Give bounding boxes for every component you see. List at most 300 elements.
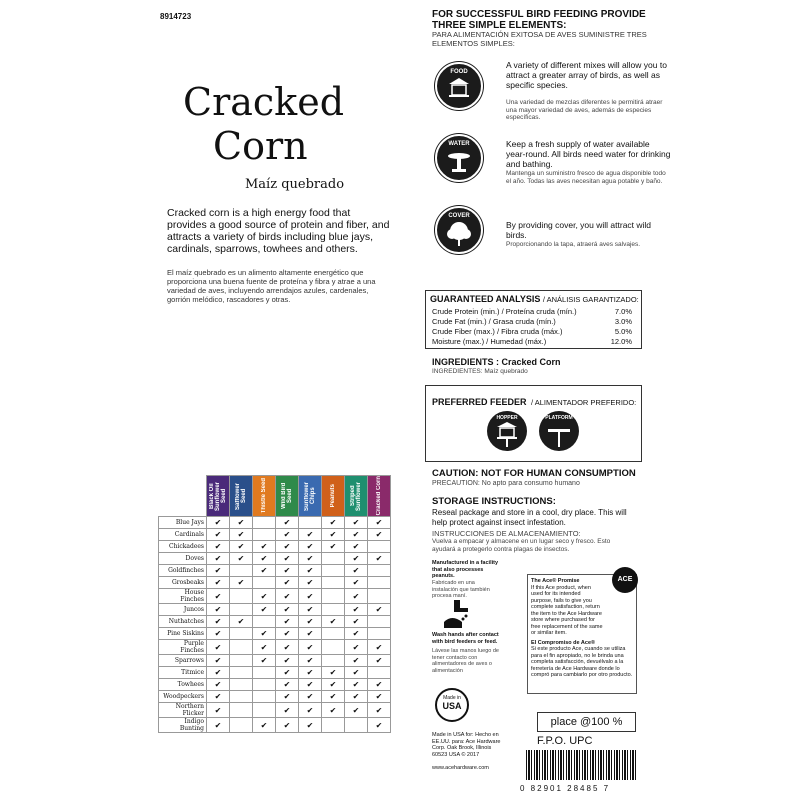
feeder-title [432, 392, 636, 410]
chart-row [159, 655, 391, 667]
chart-check-cell [230, 679, 253, 691]
check-mark-icon: ✔ [283, 692, 291, 701]
check-mark-icon: ✔ [329, 617, 337, 626]
chart-check-cell [253, 640, 276, 655]
check-mark-icon: ✔ [214, 720, 222, 730]
check-mark-icon: ✔ [237, 578, 245, 587]
check-mark-icon: ✔ [375, 530, 383, 539]
chart-check-cell [253, 541, 276, 553]
chart-check-cell [299, 718, 322, 733]
check-mark-icon: ✔ [375, 720, 383, 730]
check-mark-icon: ✔ [260, 642, 268, 652]
chart-check-cell [322, 679, 345, 691]
chart-bird-name: Indigo Bunting [159, 718, 207, 733]
chart-check-cell [253, 577, 276, 589]
check-mark-icon: ✔ [306, 566, 314, 575]
feeder-glyph [437, 64, 481, 108]
chart-check-cell [207, 703, 230, 718]
check-mark-icon: ✔ [283, 668, 291, 677]
chart-check-cell [368, 589, 391, 604]
analysis-title [430, 294, 639, 304]
chart-check-cell [299, 517, 322, 529]
check-mark-icon: ✔ [352, 705, 360, 715]
chart-check-cell [368, 565, 391, 577]
chart-check-cell [230, 604, 253, 616]
chart-check-cell [345, 667, 368, 679]
chart-check-cell [299, 667, 322, 679]
check-mark-icon: ✔ [237, 617, 245, 626]
check-mark-icon: ✔ [237, 554, 245, 563]
chart-check-cell [345, 640, 368, 655]
chart-row [159, 679, 391, 691]
check-mark-icon: ✔ [214, 554, 222, 563]
chart-check-cell [230, 565, 253, 577]
chart-check-cell [207, 565, 230, 577]
analysis-row [432, 337, 632, 346]
chart-check-cell [322, 553, 345, 565]
chart-bird-name: Blue Jays [159, 517, 207, 529]
chart-check-cell [207, 577, 230, 589]
check-mark-icon: ✔ [329, 530, 337, 539]
chart-check-cell [253, 604, 276, 616]
chart-row [159, 553, 391, 565]
chart-header-row [159, 476, 391, 517]
cover-icon-label: COVER [448, 213, 470, 219]
check-mark-icon: ✔ [214, 705, 222, 715]
chart-check-cell [276, 679, 299, 691]
chart-check-cell [368, 616, 391, 628]
chart-food-label: Sunflower Chips [304, 481, 316, 511]
check-mark-icon: ✔ [375, 692, 383, 701]
check-mark-icon: ✔ [306, 656, 314, 665]
chart-check-cell [368, 577, 391, 589]
chart-check-cell [345, 589, 368, 604]
chart-check-cell [299, 655, 322, 667]
chart-food-label: Safflower Seed [235, 482, 247, 510]
tree-glyph [437, 208, 481, 252]
chart-check-cell [322, 541, 345, 553]
chart-check-cell [322, 616, 345, 628]
check-mark-icon: ✔ [214, 629, 222, 638]
check-mark-icon: ✔ [375, 554, 383, 563]
check-mark-icon: ✔ [214, 656, 222, 665]
chart-check-cell [299, 541, 322, 553]
chart-check-cell [253, 718, 276, 733]
feeding-chart [158, 475, 391, 733]
chart-check-cell [230, 667, 253, 679]
check-mark-icon: ✔ [306, 680, 314, 689]
check-mark-icon: ✔ [237, 542, 245, 551]
check-mark-icon: ✔ [352, 542, 360, 551]
chart-check-cell [345, 541, 368, 553]
promise-text: If this Ace product, when used for its intended purpose, fails to give you complete satisfaction, return the item to the Ace Hardware store where purchased for free replacement of the same or similar item. [531, 584, 603, 636]
check-mark-icon: ✔ [283, 566, 291, 575]
chart-bird-name: Northern Flicker [159, 703, 207, 718]
cover-text: By providing cover, you will attract wild birds. [506, 220, 652, 240]
check-mark-icon: ✔ [283, 617, 291, 626]
check-mark-icon: ✔ [214, 680, 222, 689]
check-mark-icon: ✔ [375, 705, 383, 715]
analysis-title-en: GUARANTEED ANALYSIS [430, 294, 541, 304]
check-mark-icon: ✔ [283, 656, 291, 665]
product-subtitle: Maíz quebrado [245, 177, 345, 192]
check-mark-icon: ✔ [260, 629, 268, 638]
chart-check-cell [230, 541, 253, 553]
product-title-line2: Corn [213, 124, 308, 168]
chart-food-label: Black Oil Sunflower Seed [209, 481, 227, 511]
storage-text: Reseal package and store in a cool, dry place. This will help protect against insect infestation. [432, 508, 627, 527]
check-mark-icon: ✔ [306, 705, 314, 715]
check-mark-icon: ✔ [306, 578, 314, 587]
chart-check-cell [230, 691, 253, 703]
chart-bird-name: Woodpeckers [159, 691, 207, 703]
chart-check-cell [253, 691, 276, 703]
check-mark-icon: ✔ [306, 692, 314, 701]
check-mark-icon: ✔ [283, 642, 291, 652]
check-mark-icon: ✔ [352, 692, 360, 701]
check-mark-icon: ✔ [283, 591, 291, 601]
chart-bird-name: Titmice [159, 667, 207, 679]
check-mark-icon: ✔ [375, 518, 383, 527]
chart-check-cell [345, 577, 368, 589]
chart-check-cell [299, 703, 322, 718]
chart-row [159, 667, 391, 679]
feeder-title-en: PREFERRED FEEDER [432, 397, 527, 407]
chart-check-cell [299, 628, 322, 640]
check-mark-icon: ✔ [352, 554, 360, 563]
chart-check-cell [368, 553, 391, 565]
chart-bird-name: House Finches [159, 589, 207, 604]
check-mark-icon: ✔ [214, 530, 222, 539]
check-mark-icon: ✔ [214, 578, 222, 587]
chart-food-label: Peanuts [330, 484, 336, 508]
chart-check-cell [345, 679, 368, 691]
check-mark-icon: ✔ [329, 668, 337, 677]
chart-row [159, 718, 391, 733]
chart-check-cell [253, 565, 276, 577]
chart-check-cell [368, 667, 391, 679]
chart-check-cell [207, 616, 230, 628]
chart-check-cell [253, 553, 276, 565]
check-mark-icon: ✔ [260, 542, 268, 551]
chart-check-cell [207, 691, 230, 703]
chart-check-cell [230, 616, 253, 628]
product-title [183, 80, 344, 168]
check-mark-icon: ✔ [352, 668, 360, 677]
check-mark-icon: ✔ [352, 518, 360, 527]
birdbath-glyph [437, 136, 481, 180]
promise-title-es: El Compromiso de Ace® [531, 639, 596, 646]
check-mark-icon: ✔ [260, 591, 268, 601]
check-mark-icon: ✔ [306, 720, 314, 730]
product-description-es: El maíz quebrado es un alimento altamente energético que proporciona una buena fuente de proteína y fibra y atrae a una variedad de aves, incluyendo arrendajos azules, cardenales, gorrión melódico, rascadores y otras. [167, 268, 376, 304]
chart-bird-name: Goldfinches [159, 565, 207, 577]
check-mark-icon: ✔ [260, 656, 268, 665]
chart-food-header [276, 476, 299, 517]
chart-body [159, 517, 391, 733]
chart-check-cell [322, 604, 345, 616]
chart-row [159, 604, 391, 616]
chart-check-cell [322, 667, 345, 679]
made-in-usa-seal [435, 688, 469, 722]
chart-check-cell [276, 718, 299, 733]
chart-check-cell [299, 604, 322, 616]
check-mark-icon: ✔ [283, 530, 291, 539]
chart-bird-name: Nuthatches [159, 616, 207, 628]
chart-check-cell [345, 703, 368, 718]
preferred-feeder-box [425, 385, 642, 462]
analysis-value: 7.0% [614, 307, 632, 316]
check-mark-icon: ✔ [306, 642, 314, 652]
promise-text-es: Si este producto Ace, cuando se utiliza para el fin apropiado, no le brinda una completa satisfacción, devuélvalo a la ferretería de Ace Hardware donde lo compró para cambiarlo por otro producto. [531, 646, 633, 678]
check-mark-icon: ✔ [283, 629, 291, 638]
check-mark-icon: ✔ [375, 642, 383, 652]
chart-check-cell [345, 691, 368, 703]
chart-check-cell [368, 529, 391, 541]
check-mark-icon: ✔ [260, 605, 268, 614]
chart-food-header [207, 476, 230, 517]
chart-check-cell [368, 655, 391, 667]
chart-food-header [322, 476, 345, 517]
platform-glyph [539, 411, 579, 451]
chart-row [159, 541, 391, 553]
food-text-es: Una variedad de mezclas diferentes le permitirá atraer una mayor variedad de aves, además de especies específicas. [506, 99, 663, 121]
product-title-line1: Cracked [183, 80, 345, 124]
chart-food-label: Striped Sunflower [350, 481, 362, 511]
analysis-label: Crude Fat (min.) / Grasa cruda (mín.) [432, 317, 556, 326]
chart-check-cell [368, 541, 391, 553]
chart-check-cell [322, 529, 345, 541]
chart-check-cell [230, 577, 253, 589]
chart-check-cell [322, 628, 345, 640]
chart-food-header [230, 476, 253, 517]
chart-check-cell [345, 655, 368, 667]
chart-check-cell [299, 565, 322, 577]
check-mark-icon: ✔ [283, 720, 291, 730]
check-mark-icon: ✔ [352, 605, 360, 614]
chart-check-cell [230, 703, 253, 718]
check-mark-icon: ✔ [306, 605, 314, 614]
chart-check-cell [230, 529, 253, 541]
check-mark-icon: ✔ [283, 542, 291, 551]
check-mark-icon: ✔ [352, 629, 360, 638]
cover-icon [435, 206, 483, 254]
platform-label: PLATFORM [545, 415, 573, 421]
chart-bird-name: Juncos [159, 604, 207, 616]
chart-check-cell [207, 553, 230, 565]
chart-food-label: Cracked Corn [376, 476, 382, 516]
chart-check-cell [230, 628, 253, 640]
chart-row [159, 640, 391, 655]
chart-check-cell [253, 703, 276, 718]
chart-bird-name: Towhees [159, 679, 207, 691]
fpo-upc-text: F.P.O. UPC [537, 735, 593, 747]
chart-check-cell [322, 577, 345, 589]
chart-check-cell [322, 718, 345, 733]
chart-check-cell [368, 640, 391, 655]
chart-check-cell [345, 565, 368, 577]
check-mark-icon: ✔ [283, 705, 291, 715]
feeding-title: FOR SUCCESSFUL BIRD FEEDING PROVIDE THREE SIMPLE ELEMENTS: [432, 9, 646, 31]
chart-check-cell [345, 628, 368, 640]
check-mark-icon: ✔ [214, 566, 222, 575]
chart-check-cell [299, 577, 322, 589]
chart-food-header [368, 476, 391, 517]
chart-check-cell [322, 703, 345, 718]
chart-check-cell [207, 667, 230, 679]
chart-row [159, 589, 391, 604]
sku-number: 8914723 [160, 12, 192, 21]
food-icon-label: FOOD [450, 69, 468, 75]
chart-check-cell [299, 640, 322, 655]
analysis-row [432, 307, 632, 316]
chart-check-cell [322, 517, 345, 529]
check-mark-icon: ✔ [329, 705, 337, 715]
chart-check-cell [368, 628, 391, 640]
chart-check-cell [253, 616, 276, 628]
chart-check-cell [276, 553, 299, 565]
check-mark-icon: ✔ [260, 720, 268, 730]
cover-text-es: Proporcionando la tapa, atraerá aves salvajes. [506, 241, 641, 248]
check-mark-icon: ✔ [306, 617, 314, 626]
chart-check-cell [299, 616, 322, 628]
chart-check-cell [253, 628, 276, 640]
chart-food-label: Thistle Seed [261, 478, 267, 514]
chart-bird-name: Grosbeaks [159, 577, 207, 589]
check-mark-icon: ✔ [306, 542, 314, 551]
check-mark-icon: ✔ [352, 642, 360, 652]
hopper-glyph [487, 411, 527, 451]
wash-hands-icon [440, 600, 480, 630]
check-mark-icon: ✔ [214, 605, 222, 614]
chart-row [159, 529, 391, 541]
wash-hands-text-es: Lávese las manos luego de tener contacto con alimentadores de aves o alimentación [432, 648, 499, 674]
check-mark-icon: ✔ [283, 605, 291, 614]
check-mark-icon: ✔ [214, 642, 222, 652]
water-text: Keep a fresh supply of water available year-round. All birds need water for drinking and bathing. [506, 139, 671, 169]
chart-row [159, 577, 391, 589]
seal-top-text: Made in [443, 695, 461, 701]
storage-text-es: Vuelva a empacar y almacene en un lugar seco y fresco. Esto ayudará a protegerlo contra plagas de insectos. [432, 538, 611, 553]
analysis-value: 5.0% [614, 327, 632, 336]
caution-title: CAUTION: NOT FOR HUMAN CONSUMPTION [432, 468, 636, 479]
check-mark-icon: ✔ [214, 542, 222, 551]
chart-check-cell [207, 589, 230, 604]
chart-check-cell [253, 667, 276, 679]
check-mark-icon: ✔ [260, 566, 268, 575]
analysis-value: 12.0% [610, 337, 632, 346]
chart-check-cell [207, 655, 230, 667]
chart-row [159, 628, 391, 640]
chart-check-cell [253, 529, 276, 541]
check-mark-icon: ✔ [329, 542, 337, 551]
analysis-row [432, 317, 632, 326]
chart-check-cell [368, 604, 391, 616]
caution-title-es: PRECAUTION: No apto para consumo humano [432, 480, 580, 487]
upc-placeholder: place @100 % [537, 712, 636, 732]
check-mark-icon: ✔ [375, 656, 383, 665]
chart-check-cell [276, 604, 299, 616]
check-mark-icon: ✔ [214, 617, 222, 626]
chart-check-cell [368, 703, 391, 718]
chart-bird-name: Chickadees [159, 541, 207, 553]
product-description: Cracked corn is a high energy food that provides a good source of protein and fiber, and attracts a variety of birds including blue jays, cardinals, sparrows, towhees and others. [167, 207, 390, 255]
check-mark-icon: ✔ [214, 668, 222, 677]
check-mark-icon: ✔ [214, 518, 222, 527]
check-mark-icon: ✔ [329, 692, 337, 701]
chart-check-cell [299, 553, 322, 565]
check-mark-icon: ✔ [329, 518, 337, 527]
chart-check-cell [276, 616, 299, 628]
chart-check-cell [299, 679, 322, 691]
check-mark-icon: ✔ [283, 554, 291, 563]
chart-check-cell [253, 517, 276, 529]
chart-check-cell [230, 553, 253, 565]
chart-check-cell [253, 655, 276, 667]
chart-check-cell [276, 691, 299, 703]
ace-seal-icon: ACE [612, 567, 638, 593]
chart-check-cell [230, 655, 253, 667]
chart-food-header [253, 476, 276, 517]
food-text: A variety of different mixes will allow you to attract a greater array of birds, as well as specific species. [506, 60, 667, 90]
chart-check-cell [230, 718, 253, 733]
chart-food-header [345, 476, 368, 517]
chart-check-cell [345, 718, 368, 733]
chart-row [159, 517, 391, 529]
check-mark-icon: ✔ [352, 591, 360, 601]
food-icon [435, 62, 483, 110]
chart-check-cell [276, 517, 299, 529]
facility-text-es: Fabricado en una instalación que también procesa maní. [432, 580, 490, 599]
chart-check-cell [368, 691, 391, 703]
chart-check-cell [276, 655, 299, 667]
seal-usa-text: USA [442, 701, 462, 711]
chart-bird-name: Doves [159, 553, 207, 565]
analysis-row [432, 327, 632, 336]
analysis-value: 3.0% [614, 317, 632, 326]
water-icon [435, 134, 483, 182]
chart-check-cell [207, 628, 230, 640]
chart-check-cell [276, 628, 299, 640]
water-icon-label: WATER [448, 141, 470, 147]
check-mark-icon: ✔ [306, 530, 314, 539]
check-mark-icon: ✔ [352, 566, 360, 575]
chart-row [159, 703, 391, 718]
chart-check-cell [276, 589, 299, 604]
chart-check-cell [299, 529, 322, 541]
ingredients-label-es: INGREDIENTES: Maíz quebrado [432, 368, 528, 375]
upc-number: 0 82901 28485 7 [520, 784, 611, 793]
chart-check-cell [207, 640, 230, 655]
check-mark-icon: ✔ [329, 680, 337, 689]
chart-check-cell [322, 640, 345, 655]
check-mark-icon: ✔ [352, 680, 360, 689]
chart-check-cell [368, 718, 391, 733]
check-mark-icon: ✔ [283, 680, 291, 689]
chart-check-cell [276, 640, 299, 655]
chart-bird-name: Sparrows [159, 655, 207, 667]
check-mark-icon: ✔ [237, 518, 245, 527]
chart-check-cell [368, 679, 391, 691]
chart-check-cell [207, 718, 230, 733]
chart-check-cell [230, 640, 253, 655]
platform-feeder-icon [539, 411, 579, 451]
chart-check-cell [276, 529, 299, 541]
made-in-text: Made in USA for: Hecho en EE.UU. para: Ace Hardware Corp. Oak Brook, Illinois 60523 USA © 2017 [432, 732, 501, 758]
check-mark-icon: ✔ [214, 692, 222, 701]
guaranteed-analysis-box [425, 290, 642, 349]
analysis-label: Crude Protein (min.) / Proteína cruda (mín.) [432, 307, 577, 316]
